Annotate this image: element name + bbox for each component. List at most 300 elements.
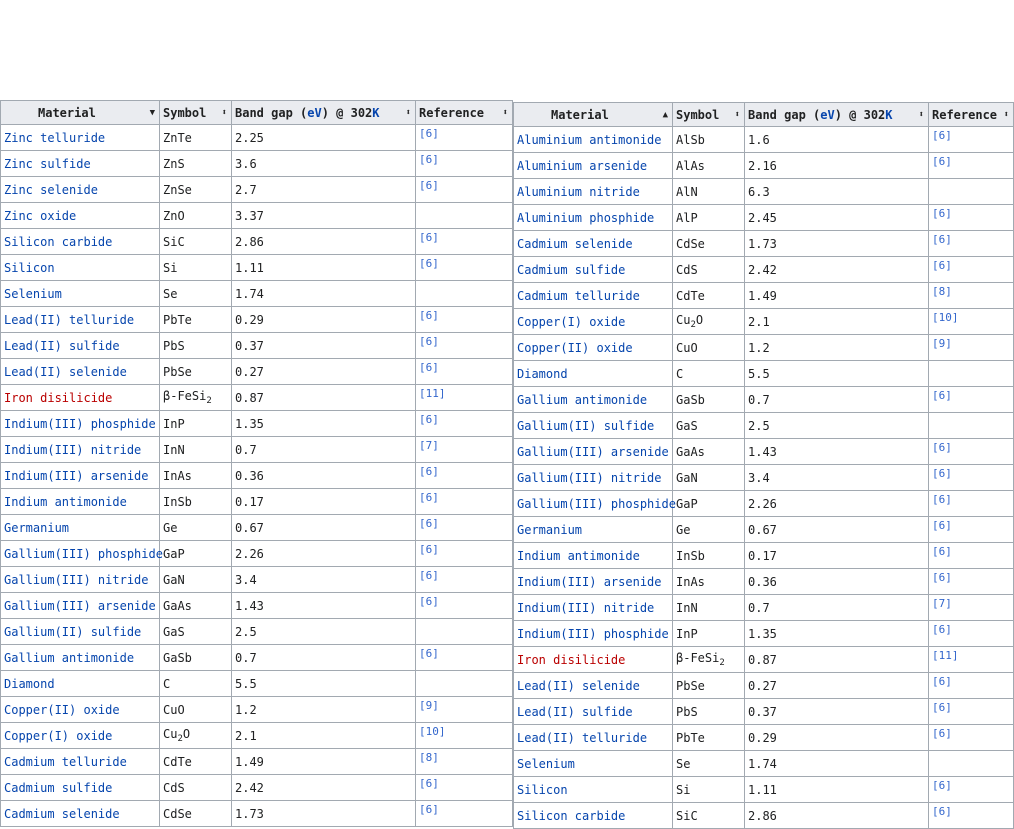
reference-link[interactable]: [6] [932, 389, 952, 402]
reference-link[interactable]: [6] [419, 803, 439, 816]
reference-column-header[interactable] [929, 103, 1014, 127]
material-link[interactable]: Gallium antimonide [517, 392, 648, 407]
material-cell [1, 307, 160, 333]
band-gap-cell: 0.17 [745, 543, 929, 569]
table-row [1, 697, 513, 723]
material-link[interactable]: Cadmium telluride [4, 754, 127, 769]
reference-link[interactable]: [6] [419, 361, 439, 374]
material-link[interactable]: Aluminium antimonide [517, 132, 662, 147]
symbol-cell [673, 595, 745, 621]
material-link[interactable]: Silicon [517, 782, 568, 797]
material-cell [1, 801, 160, 827]
symbol-text: GaSb [676, 392, 705, 407]
material-cell [514, 127, 673, 153]
material-link[interactable]: Zinc telluride [4, 130, 106, 145]
symbol-text: InAs [163, 468, 192, 483]
symbol-text: PbTe [676, 730, 705, 745]
symbol-cell [673, 179, 745, 205]
table-row [514, 439, 1014, 465]
reference-link[interactable]: [6] [932, 545, 952, 558]
material-link[interactable]: Zinc selenide [4, 182, 98, 197]
reference-link[interactable]: [9] [932, 337, 952, 350]
material-cell [514, 751, 673, 777]
reference-cell [929, 543, 1014, 569]
symbol-cell [673, 517, 745, 543]
material-link[interactable]: Lead(II) telluride [517, 730, 648, 745]
reference-link[interactable]: [6] [932, 155, 952, 168]
material-cell [514, 803, 673, 829]
reference-link[interactable]: [6] [419, 153, 439, 166]
kelvin-unit-link[interactable]: K [885, 107, 893, 122]
material-link[interactable]: Indium(III) phosphide [517, 626, 669, 641]
reference-cell [416, 437, 513, 463]
band-gap-cell: 0.7 [232, 437, 416, 463]
material-cell [1, 489, 160, 515]
band-gap-table-left [0, 100, 513, 827]
material-link[interactable]: Cadmium selenide [4, 806, 120, 821]
reference-cell [929, 205, 1014, 231]
band-gap-cell: 0.87 [232, 385, 416, 411]
table-row [1, 437, 513, 463]
material-link[interactable]: Diamond [4, 676, 55, 691]
symbol-text: β-FeSi [163, 389, 207, 403]
band-gap-cell: 2.86 [745, 803, 929, 829]
reference-cell [416, 151, 513, 177]
material-cell [1, 697, 160, 723]
reference-link[interactable]: [6] [932, 779, 952, 792]
material-cell [514, 595, 673, 621]
table-row [514, 335, 1014, 361]
table-row [514, 725, 1014, 751]
table-row [1, 775, 513, 801]
material-column-header[interactable] [514, 103, 673, 127]
band-gap-cell: 1.74 [745, 751, 929, 777]
material-cell [1, 281, 160, 307]
symbol-text: InP [163, 416, 185, 431]
reference-link[interactable]: [6] [932, 571, 952, 584]
symbol-cell [673, 127, 745, 153]
material-link[interactable]: Indium(III) phosphide [4, 416, 156, 431]
material-cell [514, 543, 673, 569]
reference-link[interactable]: [6] [419, 595, 439, 608]
table-row [1, 359, 513, 385]
reference-link[interactable]: [6] [419, 465, 439, 478]
symbol-column-header[interactable] [673, 103, 745, 127]
reference-link[interactable]: [6] [932, 467, 952, 480]
symbol-cell [160, 333, 232, 359]
reference-link[interactable]: [6] [419, 647, 439, 660]
reference-link[interactable]: [10] [419, 725, 446, 738]
material-link[interactable]: Gallium(III) arsenide [517, 444, 669, 459]
reference-link[interactable]: [6] [419, 543, 439, 556]
material-cell [1, 151, 160, 177]
material-link[interactable]: Lead(II) selenide [517, 678, 640, 693]
symbol-cell [160, 567, 232, 593]
sort-both-icon[interactable]: ⬍ [734, 109, 740, 120]
material-cell [514, 231, 673, 257]
band-gap-header-prefix: Band gap ( [748, 107, 821, 122]
material-link[interactable]: Aluminium phosphide [517, 210, 655, 225]
material-cell [1, 437, 160, 463]
material-cell [1, 541, 163, 567]
reference-cell [929, 309, 1014, 335]
material-cell [514, 283, 673, 309]
band-gap-column-header[interactable] [232, 101, 416, 125]
reference-link[interactable]: [6] [932, 701, 952, 714]
symbol-cell [160, 151, 232, 177]
sort-both-icon[interactable]: ⬍ [1003, 109, 1009, 120]
material-link[interactable]: Gallium(II) sulfide [517, 418, 655, 433]
material-link[interactable]: Lead(II) sulfide [4, 338, 120, 353]
symbol-cell [673, 309, 745, 335]
reference-link[interactable]: [8] [419, 751, 439, 764]
material-cell [514, 621, 673, 647]
table-row [1, 541, 513, 567]
table-row [1, 333, 513, 359]
reference-cell [416, 749, 513, 775]
material-link[interactable]: Copper(I) oxide [4, 728, 113, 743]
material-cell [514, 777, 673, 803]
table-row [1, 515, 513, 541]
symbol-cell [160, 619, 232, 645]
symbol-cell [160, 359, 232, 385]
material-cell [514, 699, 673, 725]
material-link[interactable]: Iron disilicide [4, 390, 113, 405]
symbol-cell [160, 541, 232, 567]
table-row [1, 645, 513, 671]
band-gap-header-prefix: Band gap ( [235, 105, 308, 120]
ev-unit-link[interactable]: eV [820, 107, 835, 122]
band-gap-cell: 1.43 [232, 593, 416, 619]
material-link[interactable]: Aluminium arsenide [517, 158, 648, 173]
reference-link[interactable]: [6] [419, 231, 439, 244]
reference-link[interactable]: [6] [932, 727, 952, 740]
table-row [514, 361, 1014, 387]
material-cell [514, 725, 673, 751]
material-cell [514, 205, 673, 231]
symbol-text: CdTe [676, 288, 705, 303]
reference-cell [929, 777, 1014, 803]
reference-link[interactable]: [8] [932, 285, 952, 298]
symbol-subscript: 2 [690, 320, 696, 330]
symbol-text: GaS [676, 418, 698, 433]
symbol-cell [160, 749, 232, 775]
reference-link[interactable]: [6] [932, 259, 952, 272]
symbol-text: PbTe [163, 312, 192, 327]
material-cell [514, 257, 673, 283]
symbol-header-label: Symbol [163, 105, 207, 120]
sort-ascending-icon[interactable]: ▲ [662, 109, 668, 120]
material-cell [514, 517, 673, 543]
table-row [1, 749, 513, 775]
band-gap-cell: 0.36 [232, 463, 416, 489]
band-gap-cell: 2.45 [745, 205, 929, 231]
table-header-row [1, 101, 513, 125]
material-cell [1, 463, 160, 489]
band-gap-cell: 6.3 [745, 179, 929, 205]
table-header-row [514, 103, 1014, 127]
material-link[interactable]: Germanium [4, 520, 70, 535]
sort-both-icon[interactable]: ⬍ [918, 109, 924, 120]
material-link[interactable]: Cadmium sulfide [4, 780, 113, 795]
symbol-cell [160, 229, 232, 255]
band-gap-cell: 1.6 [745, 127, 929, 153]
material-link[interactable]: Indium(III) nitride [4, 442, 142, 457]
reference-cell [416, 671, 513, 697]
reference-column-header[interactable] [416, 101, 513, 125]
material-link[interactable]: Gallium(II) sulfide [4, 624, 142, 639]
material-link[interactable]: Diamond [517, 366, 568, 381]
symbol-text: β-FeSi [676, 651, 720, 665]
material-link[interactable]: Cadmium sulfide [517, 262, 626, 277]
symbol-header-label: Symbol [676, 107, 720, 122]
material-link[interactable]: Germanium [517, 522, 583, 537]
material-cell [514, 413, 673, 439]
band-gap-cell: 1.2 [232, 697, 416, 723]
symbol-cell [673, 491, 745, 517]
reference-link[interactable]: [6] [419, 179, 439, 192]
reference-link[interactable]: [6] [419, 491, 439, 504]
band-gap-cell: 0.27 [232, 359, 416, 385]
material-link[interactable]: Silicon [4, 260, 55, 275]
reference-cell [929, 517, 1014, 543]
material-link[interactable]: Selenium [4, 286, 62, 301]
band-gap-cell: 0.7 [745, 595, 929, 621]
symbol-cell [673, 361, 745, 387]
material-header-label: Material [38, 105, 96, 120]
band-gap-cell: 2.7 [232, 177, 416, 203]
symbol-suffix: O [182, 727, 191, 741]
band-gap-cell: 2.5 [745, 413, 929, 439]
band-gap-cell: 3.4 [232, 567, 416, 593]
material-link[interactable]: Lead(II) selenide [4, 364, 127, 379]
material-link[interactable]: Indium(III) arsenide [4, 468, 149, 483]
symbol-text: GaN [163, 572, 185, 587]
reference-header-label: Reference [419, 105, 485, 120]
symbol-cell [673, 647, 745, 673]
material-cell [514, 309, 673, 335]
table-row [1, 671, 513, 697]
material-link[interactable]: Copper(II) oxide [4, 702, 120, 717]
symbol-text: InP [676, 626, 698, 641]
material-link[interactable]: Gallium(III) nitride [517, 470, 662, 485]
table-row [514, 387, 1014, 413]
reference-link[interactable]: [6] [932, 207, 952, 220]
material-cell [1, 723, 160, 749]
reference-link[interactable]: [6] [419, 413, 439, 426]
symbol-text: C [163, 676, 171, 691]
symbol-cell [673, 413, 745, 439]
material-link[interactable]: Silicon carbide [517, 808, 626, 823]
symbol-cell [673, 257, 745, 283]
reference-link[interactable]: [7] [419, 439, 439, 452]
reference-link[interactable]: [6] [932, 675, 952, 688]
reference-link[interactable]: [6] [419, 127, 439, 140]
reference-cell [929, 621, 1014, 647]
symbol-cell [160, 775, 232, 801]
symbol-cell [160, 411, 232, 437]
symbol-text: Cu [676, 313, 691, 327]
band-gap-cell: 0.87 [745, 647, 929, 673]
symbol-text: Ge [163, 520, 178, 535]
material-link[interactable]: Silicon carbide [4, 234, 113, 249]
symbol-column-header[interactable] [160, 101, 232, 125]
table-row [514, 491, 1014, 517]
symbol-text: CuO [163, 702, 185, 717]
material-cell [1, 593, 160, 619]
symbol-cell [160, 281, 232, 307]
material-link[interactable]: Iron disilicide [517, 652, 626, 667]
material-link[interactable]: Zinc oxide [4, 208, 77, 223]
table-row [1, 801, 513, 827]
symbol-text: PbSe [676, 678, 705, 693]
material-cell [514, 647, 673, 673]
table-row [514, 803, 1014, 829]
table-row [1, 385, 513, 411]
reference-link[interactable]: [6] [932, 233, 952, 246]
table-row [1, 307, 513, 333]
material-link[interactable]: Gallium antimonide [4, 650, 135, 665]
material-link[interactable]: Indium(III) arsenide [517, 574, 662, 589]
material-column-header[interactable] [1, 101, 160, 125]
material-link[interactable]: Gallium(III) phosphide [517, 496, 676, 511]
material-link[interactable]: Indium(III) nitride [517, 600, 655, 615]
band-gap-cell: 0.27 [745, 673, 929, 699]
reference-cell [929, 439, 1014, 465]
table-row [514, 751, 1014, 777]
reference-link[interactable]: [10] [932, 311, 959, 324]
band-gap-cell: 1.2 [745, 335, 929, 361]
reference-link[interactable]: [6] [932, 805, 952, 818]
reference-link[interactable]: [6] [419, 257, 439, 270]
material-link[interactable]: Cadmium selenide [517, 236, 633, 251]
kelvin-unit-link[interactable]: K [372, 105, 380, 120]
reference-link[interactable]: [6] [419, 569, 439, 582]
band-gap-column-header[interactable] [745, 103, 929, 127]
sort-both-icon[interactable]: ⬍ [405, 107, 411, 118]
reference-cell [416, 229, 513, 255]
band-gap-cell: 1.35 [232, 411, 416, 437]
sort-both-icon[interactable]: ⬍ [221, 107, 227, 118]
symbol-subscript: 2 [719, 658, 725, 668]
symbol-text: GaSb [163, 650, 192, 665]
symbol-text: InSb [676, 548, 705, 563]
symbol-cell [160, 489, 232, 515]
band-gap-cell: 2.25 [232, 125, 416, 151]
table-row [514, 413, 1014, 439]
material-link[interactable]: Copper(I) oxide [517, 314, 626, 329]
reference-link[interactable]: [6] [932, 493, 952, 506]
reference-cell [416, 593, 513, 619]
material-cell [514, 569, 673, 595]
material-link[interactable]: Selenium [517, 756, 575, 771]
reference-cell [929, 647, 1014, 673]
material-link[interactable]: Indium antimonide [517, 548, 640, 563]
reference-link[interactable]: [6] [932, 623, 952, 636]
table-row [514, 127, 1014, 153]
material-cell [514, 361, 673, 387]
table-row [514, 569, 1014, 595]
band-gap-cell: 3.37 [232, 203, 416, 229]
material-link[interactable]: Cadmium telluride [517, 288, 640, 303]
material-cell [1, 359, 160, 385]
reference-link[interactable]: [6] [419, 777, 439, 790]
material-link[interactable]: Gallium(III) nitride [4, 572, 149, 587]
symbol-text: GaN [676, 470, 698, 485]
material-cell [1, 333, 160, 359]
symbol-text: Se [163, 286, 178, 301]
material-link[interactable]: Aluminium nitride [517, 184, 640, 199]
symbol-text: PbSe [163, 364, 192, 379]
table-row [514, 153, 1014, 179]
table-row [1, 151, 513, 177]
band-gap-cell: 1.73 [232, 801, 416, 827]
band-gap-cell: 0.29 [745, 725, 929, 751]
material-link[interactable]: Indium antimonide [4, 494, 127, 509]
symbol-text: CdSe [163, 806, 192, 821]
reference-cell [929, 413, 1014, 439]
band-gap-cell: 1.11 [745, 777, 929, 803]
symbol-text: ZnS [163, 156, 185, 171]
material-link[interactable]: Copper(II) oxide [517, 340, 633, 355]
material-link[interactable]: Gallium(III) arsenide [4, 598, 156, 613]
reference-cell [416, 203, 513, 229]
reference-link[interactable]: [9] [419, 699, 439, 712]
symbol-text: CdSe [676, 236, 705, 251]
symbol-text: C [676, 366, 684, 381]
reference-link[interactable]: [6] [932, 129, 952, 142]
sort-both-icon[interactable]: ⬍ [502, 107, 508, 118]
symbol-text: GaP [676, 496, 698, 511]
reference-cell [416, 255, 513, 281]
material-link[interactable]: Zinc sulfide [4, 156, 91, 171]
table-row [514, 673, 1014, 699]
symbol-text: Si [676, 782, 691, 797]
reference-link[interactable]: [6] [419, 309, 439, 322]
reference-link[interactable]: [6] [419, 335, 439, 348]
reference-link[interactable]: [6] [932, 441, 952, 454]
reference-link[interactable]: [11] [932, 649, 959, 662]
material-link[interactable]: Lead(II) telluride [4, 312, 135, 327]
sort-descending-icon[interactable]: ▼ [149, 107, 155, 118]
reference-cell [416, 697, 513, 723]
band-gap-cell: 2.42 [232, 775, 416, 801]
material-cell [514, 335, 673, 361]
symbol-cell [160, 801, 232, 827]
reference-link[interactable]: [6] [419, 517, 439, 530]
material-cell [514, 673, 673, 699]
reference-cell [929, 595, 1014, 621]
symbol-cell [673, 387, 745, 413]
symbol-text: ZnTe [163, 130, 192, 145]
table-row [1, 593, 513, 619]
material-link[interactable]: Gallium(III) phosphide [4, 546, 163, 561]
symbol-cell [160, 255, 232, 281]
reference-link[interactable]: [11] [419, 387, 446, 400]
symbol-text: CuO [676, 340, 698, 355]
band-gap-cell: 5.5 [232, 671, 416, 697]
material-cell [1, 567, 160, 593]
table-row [1, 229, 513, 255]
reference-cell [416, 775, 513, 801]
ev-unit-link[interactable]: eV [307, 105, 322, 120]
symbol-cell [673, 231, 745, 257]
reference-link[interactable]: [7] [932, 597, 952, 610]
material-link[interactable]: Lead(II) sulfide [517, 704, 633, 719]
reference-link[interactable]: [6] [932, 519, 952, 532]
symbol-text: AlP [676, 210, 698, 225]
band-gap-cell: 2.5 [232, 619, 416, 645]
